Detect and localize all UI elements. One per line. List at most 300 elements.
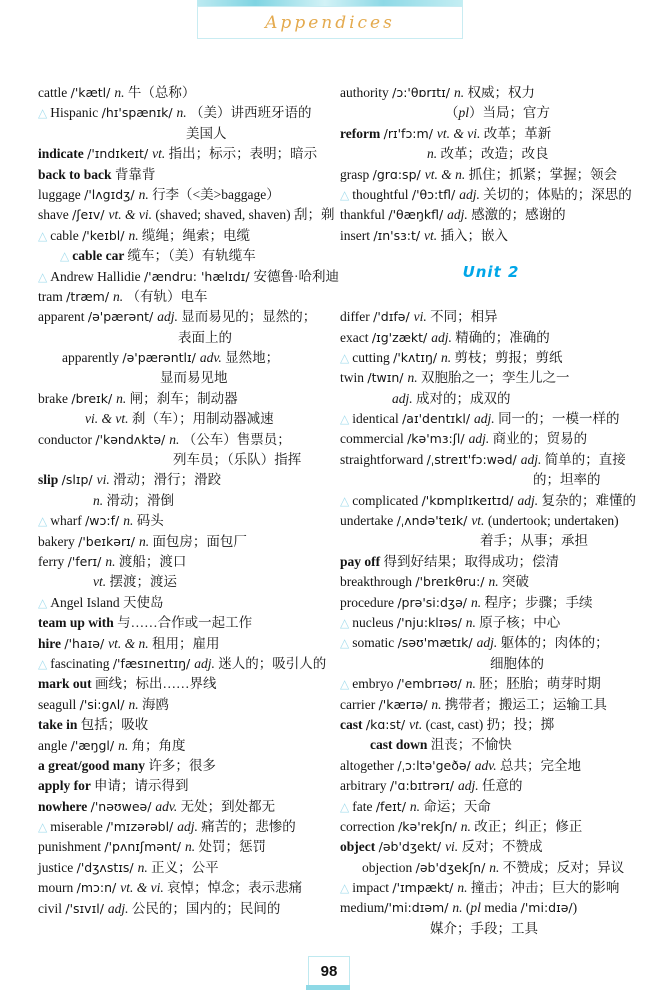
text-segment: slip [38, 472, 62, 488]
text-segment: n. [407, 370, 421, 386]
text-segment: medium [340, 900, 385, 916]
text-segment: (undertook; undertaken) [487, 513, 619, 529]
vocab-line [480, 531, 642, 551]
text-segment: adj. [459, 186, 484, 202]
text-segment: 缆绳；绳索；电缆 [141, 227, 250, 243]
text-segment: 无处；到处都无 [180, 798, 276, 814]
text-segment: 摆渡；渡运 [109, 574, 177, 590]
text-segment: 许多；很多 [148, 757, 216, 773]
vocab-line [340, 491, 642, 511]
text-segment: ）当局；官方 [469, 105, 551, 121]
text-segment: pl [470, 900, 485, 916]
text-segment: ferry [38, 553, 68, 569]
text-segment: /'embrɪəʊ/ [396, 676, 466, 692]
vocab-line [340, 429, 642, 449]
text-segment: /'keɪbl/ [82, 227, 129, 243]
text-segment: n. [123, 513, 137, 529]
text-segment: vt. [471, 513, 488, 529]
text-segment: civil [38, 900, 66, 916]
vocab-line [340, 695, 642, 715]
vocab-line [38, 837, 338, 857]
text-segment: 公民的；国内的；民间的 [131, 900, 281, 916]
vocab-line [38, 634, 338, 654]
text-segment: /ə'pærənt/ [87, 309, 158, 325]
text-segment: 媒介；手段；工具 [430, 920, 538, 936]
text-segment: vi. [96, 472, 114, 488]
triangle-marker-icon: △ [38, 106, 51, 121]
vocab-line [38, 165, 338, 185]
vocab-line [38, 593, 338, 613]
text-segment: vt. & n. [108, 635, 152, 651]
text-segment: 滑动；滑倒 [106, 492, 174, 508]
text-segment: hire [38, 635, 65, 651]
text-segment: fate [352, 798, 376, 814]
text-segment: n. [138, 533, 153, 549]
text-segment: /'ɪndɪkeɪt/ [87, 146, 153, 162]
text-segment: /'mi:dɪə/ [520, 900, 573, 916]
vocab-line [62, 348, 338, 368]
header-box [197, 6, 463, 39]
vocab-line [38, 532, 338, 552]
text-segment: take in [38, 717, 81, 733]
text-segment: tram [38, 288, 67, 304]
text-segment: 天使岛 [122, 594, 164, 610]
vocab-line [38, 878, 338, 898]
vocab-line [38, 552, 338, 572]
text-segment: /'si:gʌl/ [79, 696, 129, 712]
text-segment: （有轨）电车 [126, 288, 208, 304]
text-segment: 包括；吸收 [80, 717, 149, 733]
text-segment: /'pʌnɪʃmənt/ [104, 839, 185, 855]
vocab-line [340, 328, 642, 348]
vocab-line [340, 898, 642, 918]
text-segment: n. [427, 146, 441, 162]
text-segment: straightforward [340, 451, 427, 467]
text-segment: n. [488, 574, 502, 590]
text-segment: n. [128, 696, 142, 712]
text-segment: /'nju:klɪəs/ [396, 614, 466, 630]
text-segment: indicate [38, 146, 88, 162]
vocab-line [60, 246, 338, 266]
text-segment: shave [38, 207, 73, 223]
vocab-line [340, 633, 642, 653]
vocab-section-unit2 [340, 307, 642, 939]
text-segment: cutting [352, 349, 394, 365]
text-segment: vt. [93, 574, 110, 590]
text-segment: seagull [38, 696, 80, 712]
text-segment: undertake [340, 513, 397, 529]
text-segment: embryo [352, 676, 397, 692]
vocab-line [340, 348, 642, 368]
text-segment: luggage [38, 186, 85, 202]
vocab-line [392, 389, 642, 409]
text-segment: wharf [50, 513, 86, 529]
vocab-line [427, 144, 642, 164]
vocab-line [38, 654, 338, 674]
text-segment: 正义；公平 [151, 859, 219, 875]
vocab-line [430, 919, 642, 939]
text-segment: adj. [177, 819, 202, 835]
text-segment: media [484, 900, 521, 916]
text-segment: 牛（总称） [127, 85, 196, 100]
vocab-line [93, 572, 338, 592]
text-segment: 细胞体的 [490, 655, 544, 671]
text-segment: 不赞成；反对；异议 [502, 859, 625, 875]
text-segment: 显然地； [225, 350, 280, 366]
text-segment: adj. [392, 390, 417, 406]
vocab-line [38, 858, 338, 878]
text-segment: object [340, 839, 379, 855]
text-segment: /'mɪzərəbl/ [106, 819, 178, 835]
text-segment: n. [93, 492, 107, 508]
text-segment: /ˌɔ:ltə'geðə/ [397, 757, 475, 773]
text-segment: /kə'mɜ:ʃl/ [407, 431, 469, 447]
text-segment: 画线；标出……界线 [95, 676, 217, 692]
text-segment: /'θɔ:tfl/ [411, 186, 460, 202]
text-segment: team up with [38, 615, 118, 631]
text-segment: 复杂的；难懂的 [541, 492, 636, 508]
text-segment: 总共；完全地 [499, 757, 581, 773]
text-segment: breakthrough [340, 574, 416, 590]
text-segment: 痛苦的；悲惨的 [201, 819, 296, 835]
text-segment: 缆车；（美）有轨缆车 [127, 248, 256, 264]
text-segment: vi. & vt. [85, 411, 132, 427]
text-segment: fascinating [50, 655, 113, 671]
text-segment: n. [441, 349, 455, 365]
vocab-line [340, 226, 642, 246]
vocab-line [38, 430, 338, 450]
text-segment: vt. [424, 227, 441, 243]
text-segment: nucleus [352, 614, 397, 630]
text-segment: procedure [340, 594, 398, 610]
page-title: Appendices [265, 12, 395, 33]
vocab-line [178, 328, 338, 348]
text-segment: 显而易见的；显然的； [181, 309, 317, 325]
text-segment: 抓住；抓紧；掌握；领会 [468, 166, 618, 182]
text-segment: n. [138, 186, 153, 202]
text-segment: justice [38, 859, 77, 875]
text-segment: 关切的；体贴的；深思的 [483, 186, 632, 202]
text-segment: authority [340, 85, 393, 100]
text-segment: adj. [520, 451, 545, 467]
text-segment: /wɔ:f/ [85, 513, 124, 529]
vocab-line [38, 817, 338, 837]
text-segment: angle [38, 737, 71, 753]
vocab-line [340, 185, 642, 205]
text-segment: 简单的；直接 [544, 451, 626, 467]
text-segment: 双胞胎之一；孪生儿之一 [420, 370, 570, 386]
text-segment: 哀悼；悼念；表示悲痛 [167, 880, 303, 896]
text-segment: grasp [340, 166, 373, 182]
text-segment: vt. & vi. [436, 125, 484, 141]
text-segment: 精确的；准确的 [455, 329, 550, 345]
text-segment: cable car [72, 248, 128, 264]
text-segment: n. [185, 839, 199, 855]
text-segment: 沮丧；不愉快 [430, 737, 512, 753]
page-number: 98 [320, 962, 338, 980]
text-segment: /ˌʌndə'teɪk/ [396, 513, 472, 529]
vocab-line [173, 450, 338, 470]
text-segment: （公车）售票员； [182, 431, 291, 447]
text-segment: 权威；权力 [467, 85, 535, 100]
vocab-line [340, 83, 642, 103]
vocab-line [340, 409, 642, 429]
text-segment: n. [431, 696, 445, 712]
text-segment: 改革；革新 [483, 125, 552, 141]
text-segment: miserable [50, 819, 107, 835]
text-segment: n. [489, 859, 503, 875]
text-segment: 指出；标示；表明；暗示 [168, 146, 318, 162]
text-segment: /'fæsɪneɪtɪŋ/ [112, 655, 195, 671]
triangle-marker-icon: △ [340, 881, 353, 896]
vocab-line [340, 817, 642, 837]
text-segment: 任意的 [481, 778, 523, 794]
vocab-line [340, 124, 642, 144]
text-segment: 迷人的；吸引人的 [218, 655, 327, 671]
vocab-column-left [38, 83, 338, 919]
text-segment: /'dɪfə/ [373, 309, 414, 325]
text-segment: vt. & n. [424, 166, 469, 182]
triangle-marker-icon: △ [340, 636, 353, 651]
text-segment: a great/good many [38, 757, 149, 773]
text-segment: adj. [517, 492, 542, 508]
vocab-line [362, 858, 642, 878]
triangle-marker-icon: △ [38, 656, 51, 671]
text-segment: /'θæŋkfl/ [388, 207, 448, 223]
text-segment: n. [113, 288, 127, 304]
vocab-line [340, 593, 642, 613]
text-segment: /səʊ'mætɪk/ [397, 635, 477, 651]
text-segment: /əb'dʒekt/ [378, 839, 446, 855]
text-segment: /ə'pærəntlɪ/ [122, 350, 200, 366]
text-segment: 商业的；贸易的 [492, 431, 588, 447]
text-segment: /kɑ:st/ [365, 716, 410, 732]
text-segment: 胚；胚胎；萌芽时期 [479, 676, 601, 692]
text-segment: vt. [409, 716, 426, 732]
vocab-line [38, 797, 338, 817]
text-segment: /'kəndʌktə/ [95, 431, 170, 447]
vocab-line [38, 899, 338, 919]
vocab-line [38, 736, 338, 756]
text-segment: n. [470, 594, 485, 610]
text-segment: vt. [152, 146, 169, 162]
text-segment: n. [452, 900, 466, 916]
text-segment: ) [572, 900, 578, 916]
text-segment: adj. [457, 778, 482, 794]
vocab-line [38, 287, 338, 307]
vocab-line [340, 878, 642, 898]
vocab-line [38, 470, 338, 490]
text-segment: vt. & vi. [120, 880, 168, 896]
text-segment: n. [409, 798, 424, 814]
text-segment: 程序；步骤；手续 [484, 594, 593, 610]
text-segment: objection [362, 859, 416, 875]
text-segment: 背靠背 [114, 166, 156, 182]
text-segment: 海鸥 [141, 696, 169, 712]
text-segment: 表面上的 [178, 329, 232, 345]
text-segment: 得到好结果；取得成功；偿清 [383, 553, 559, 569]
vocab-line [340, 613, 642, 633]
text-segment: back to back [38, 166, 115, 182]
text-segment: (shaved; shaved, shaven) 刮；剃 [155, 207, 335, 223]
vocab-line [38, 776, 338, 796]
text-segment: twin [340, 370, 368, 386]
text-segment: /rɪ'fɔ:m/ [383, 125, 437, 141]
text-segment: /grɑ:sp/ [372, 166, 425, 182]
text-segment: /ɔ:'θɒrɪtɪ/ [392, 85, 454, 100]
text-segment: vt. & vi. [108, 207, 156, 223]
vocab-line [340, 450, 642, 470]
text-segment: /ʃeɪv/ [72, 207, 109, 223]
text-segment: /'kætl/ [70, 85, 115, 100]
text-segment: /ˌstreɪt'fɔ:wəd/ [426, 451, 521, 467]
text-segment: n. [465, 676, 480, 692]
text-segment: 美国人 [186, 125, 227, 141]
vocab-line [340, 205, 642, 225]
text-segment: /'lʌgɪdʒ/ [84, 186, 139, 202]
text-segment: identical [352, 411, 403, 427]
vocab-line [340, 756, 642, 776]
text-segment: n. [176, 105, 191, 121]
text-segment: thankful [340, 207, 389, 223]
text-segment: /'mi:dɪəm/ [384, 900, 453, 916]
text-segment: insert [340, 227, 374, 243]
text-segment: （ [445, 105, 459, 121]
text-segment: 显而易见地 [160, 370, 228, 386]
text-segment: brake [38, 390, 72, 406]
text-segment: 同一的；一模一样的 [498, 411, 620, 427]
text-segment: /'dʒʌstɪs/ [76, 859, 138, 875]
vocab-line [38, 103, 338, 123]
vocab-line [340, 837, 642, 857]
text-segment: /hɪ'spænɪk/ [101, 105, 177, 121]
vocab-line [38, 511, 338, 531]
text-segment: Angel Island [50, 594, 123, 610]
text-segment: /mɔ:n/ [76, 880, 121, 896]
text-segment: /'sɪvɪl/ [65, 900, 108, 916]
text-segment: 渡船；渡口 [118, 553, 187, 569]
text-segment: cable [50, 227, 83, 243]
text-segment: n. [169, 431, 183, 447]
vocab-line [38, 307, 338, 327]
text-segment: /'nəʊweə/ [90, 798, 156, 814]
text-segment: cast down [370, 737, 431, 753]
triangle-marker-icon: △ [38, 228, 51, 243]
text-segment: adj. [194, 655, 219, 671]
text-segment: adv. [199, 350, 226, 366]
text-segment: adj. [468, 431, 493, 447]
vocab-line [370, 735, 642, 755]
triangle-marker-icon: △ [340, 187, 353, 202]
text-segment: exact [340, 329, 372, 345]
page-number-box [308, 956, 350, 986]
text-segment: 着手；从事；承担 [480, 533, 588, 549]
text-segment: /'kʌtɪŋ/ [393, 349, 442, 365]
vocab-line [490, 654, 642, 674]
text-segment: /slɪp/ [61, 472, 97, 488]
text-segment: /'ændru: 'hælɪdɪ/ [143, 268, 254, 284]
text-segment: /prə'si:dʒə/ [397, 594, 471, 610]
text-segment: adj. [431, 329, 456, 345]
text-segment: n. [457, 880, 471, 896]
text-segment: /'ɑ:bɪtrərɪ/ [389, 778, 458, 794]
text-segment: n. [118, 737, 132, 753]
text-segment: /twɪn/ [367, 370, 408, 386]
text-segment: n. [453, 85, 468, 100]
text-segment: apparent [38, 309, 88, 325]
text-segment: pl [458, 105, 470, 121]
text-segment: n. [128, 227, 142, 243]
text-segment: 突破 [502, 574, 529, 590]
text-segment: 角；角度 [131, 737, 186, 753]
text-segment: n. [116, 390, 130, 406]
text-segment: complicated [352, 492, 422, 508]
footer-cyan-strip [306, 985, 350, 990]
text-segment: 改革；改造；改良 [440, 146, 549, 162]
triangle-marker-icon: △ [340, 615, 353, 630]
vocab-line [340, 511, 642, 531]
text-segment: /əb'dʒekʃn/ [415, 859, 490, 875]
vocab-line [533, 470, 642, 490]
vocab-line [38, 267, 338, 287]
text-segment: (cast, cast) 扔；投；掷 [425, 716, 555, 732]
vocab-line [340, 797, 642, 817]
text-segment: 插入；嵌入 [440, 227, 509, 243]
text-segment: /'kɒmplɪkeɪtɪd/ [421, 492, 518, 508]
vocab-section-unit1-end [340, 83, 642, 246]
text-segment: 滑动；滑行；滑跤 [113, 472, 222, 488]
text-segment: 租用；雇用 [152, 635, 220, 651]
text-segment: apparently [62, 350, 123, 366]
text-segment: commercial [340, 431, 408, 447]
text-segment: correction [340, 818, 399, 834]
triangle-marker-icon: △ [340, 412, 353, 427]
triangle-marker-icon: △ [340, 350, 353, 365]
vocab-line [38, 144, 338, 164]
text-segment: 列车员；（乐队）指挥 [173, 452, 302, 468]
vocab-line [340, 307, 642, 327]
triangle-marker-icon: △ [38, 595, 51, 610]
vocab-line [340, 572, 642, 592]
triangle-marker-icon: △ [340, 677, 353, 692]
text-segment: thoughtful [352, 186, 412, 202]
vocab-line [340, 552, 642, 572]
triangle-marker-icon: △ [38, 820, 51, 835]
text-segment: adj. [447, 207, 472, 223]
text-segment: 成对的；成双的 [416, 390, 511, 406]
text-segment: 安德鲁·哈利迪 [253, 268, 340, 284]
text-segment: Andrew Hallidie [50, 268, 144, 284]
text-segment: cattle [38, 85, 71, 100]
text-segment: ( [465, 900, 471, 916]
text-segment: 原子核；中心 [479, 614, 561, 630]
vocab-line [38, 185, 338, 205]
text-segment: 命运；天命 [423, 798, 491, 814]
text-segment: 处罚；惩罚 [198, 839, 266, 855]
text-segment: adv. [155, 798, 181, 814]
text-segment: 感激的；感谢的 [471, 207, 566, 223]
vocab-line [340, 776, 642, 796]
vocab-line [340, 674, 642, 694]
text-segment: mark out [38, 676, 95, 692]
vocab-line [340, 368, 642, 388]
text-segment: 刹（车）；用制动器减速 [131, 411, 274, 427]
text-segment: punishment [38, 839, 105, 855]
vocab-column-right [340, 83, 642, 939]
text-segment: 的；坦率的 [533, 472, 601, 488]
vocab-line [38, 695, 338, 715]
text-segment: 躯体的；肉体的； [500, 635, 609, 651]
